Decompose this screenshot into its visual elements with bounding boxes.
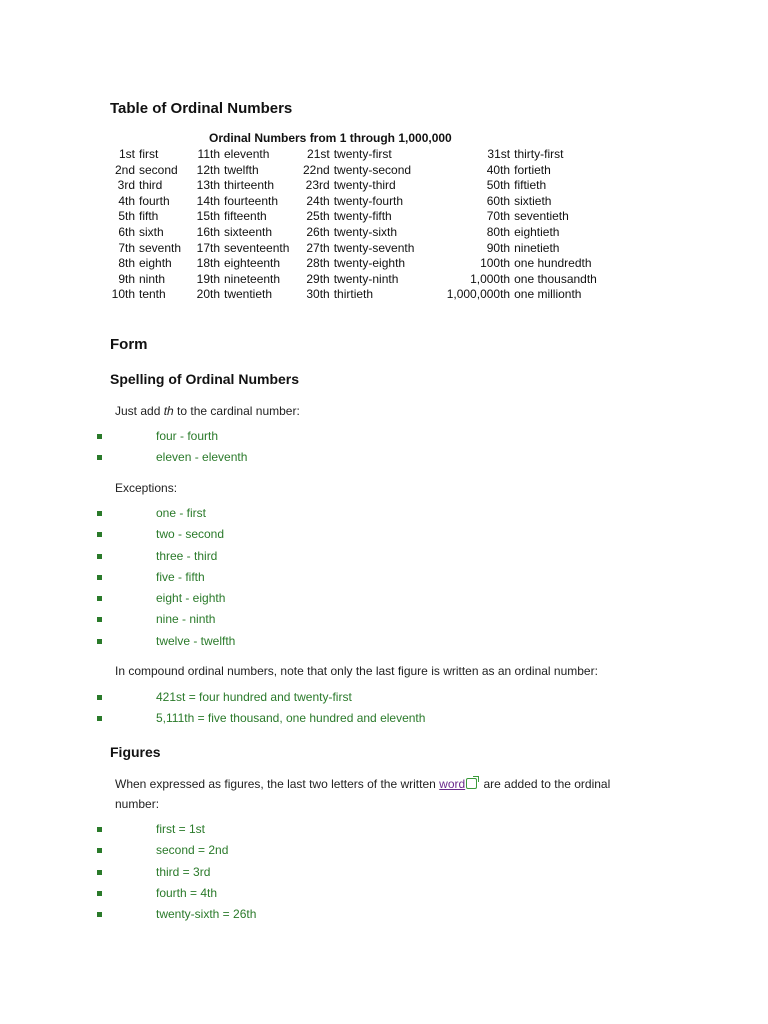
ordinal-word: eightieth — [514, 224, 560, 239]
ordinal-word: twenty-fourth — [333, 193, 404, 208]
spelling-intro — [115, 401, 675, 421]
ordinal-word: sixtieth — [514, 193, 552, 208]
ordinal-word: eighth — [139, 256, 172, 271]
table-row — [108, 225, 604, 241]
list-item-text: four - fourth — [156, 429, 219, 443]
ordinal-figure: 100th — [480, 256, 511, 271]
bullet-square-icon — [97, 532, 102, 537]
bullet-square-icon — [97, 695, 102, 700]
list-item-text: twelve - twelfth — [156, 633, 236, 648]
ordinal-word: thirteenth — [224, 178, 275, 193]
exceptions-label: Exceptions: — [115, 481, 178, 495]
bullet-square-icon — [97, 596, 102, 601]
ordinal-figure: 8th — [118, 256, 135, 271]
ordinal-word: sixteenth — [224, 224, 273, 239]
ordinal-figure: 6th — [118, 224, 135, 239]
ordinal-word: fifteenth — [224, 209, 267, 224]
ordinal-table — [108, 147, 604, 303]
list-item-text: first = 1st — [156, 822, 206, 836]
ordinal-figure: 18th — [196, 256, 220, 271]
ordinal-word: seventieth — [514, 209, 569, 224]
ordinal-word: fifth — [139, 209, 159, 224]
ordinal-figure: 70th — [486, 209, 511, 224]
ordinal-word: nineteenth — [224, 271, 281, 286]
list-item-text: two - second — [156, 527, 225, 542]
ordinal-word: twelfth — [224, 162, 259, 177]
ordinal-figure: 27th — [306, 240, 330, 255]
table-row — [108, 241, 604, 257]
table-row — [108, 163, 604, 179]
ordinal-word: twenty-third — [333, 178, 396, 193]
ordinal-word: twenty-eighth — [333, 256, 406, 271]
table-row — [108, 287, 604, 303]
intro-emphasis: th — [163, 404, 174, 418]
intro-text-end: to the cardinal number: — [173, 404, 300, 418]
bullet-square-icon — [97, 511, 102, 516]
intro-text: Just add — [115, 404, 164, 418]
ordinal-figure: 3rd — [117, 178, 135, 193]
list-item-text: five - fifth — [156, 569, 205, 584]
ordinal-figure: 9th — [118, 271, 135, 286]
page-title: Table of Ordinal Numbers — [110, 100, 293, 117]
ordinal-figure: 10th — [111, 287, 135, 302]
ordinal-figure: 25th — [306, 209, 330, 224]
ordinal-figure: 50th — [486, 178, 511, 193]
bullet-square-icon — [97, 434, 102, 439]
table-row — [108, 256, 604, 272]
list-item-text: eight - eighth — [156, 591, 226, 606]
ordinal-figure: 4th — [118, 193, 135, 208]
ordinal-word: sixth — [139, 224, 164, 239]
bullet-square-icon — [97, 912, 102, 917]
bullet-square-icon — [97, 617, 102, 622]
list-item-text: third = 3rd — [156, 864, 211, 879]
ordinal-figure: 60th — [486, 193, 511, 208]
ordinal-figure: 24th — [306, 193, 330, 208]
ordinal-word: fourteenth — [224, 193, 279, 208]
word-link[interactable]: word — [439, 777, 466, 791]
list-item-text: 421st = four hundred and twenty-first — [156, 690, 352, 704]
bullet-square-icon — [97, 716, 102, 721]
bullet-square-icon — [97, 455, 102, 460]
list-item-text: one - first — [156, 506, 207, 520]
ordinal-word: twenty-ninth — [333, 271, 399, 286]
ordinal-word: seventeenth — [224, 240, 290, 255]
ordinal-figure: 5th — [118, 209, 135, 224]
ordinal-figure: 1,000th — [470, 271, 511, 286]
ordinal-word: seventh — [139, 240, 182, 255]
table-row — [108, 178, 604, 194]
bullet-square-icon — [97, 891, 102, 896]
ordinal-word: first — [139, 147, 159, 161]
bullet-square-icon — [97, 848, 102, 853]
ordinal-word: twenty-seventh — [333, 240, 415, 255]
ordinal-figure: 40th — [486, 162, 511, 177]
ordinal-figure: 17th — [196, 240, 220, 255]
list-item-text: 5,111th = five thousand, one hundred and eleventh — [156, 711, 426, 726]
table-row — [108, 209, 604, 225]
ordinal-word: fourth — [139, 193, 170, 208]
ordinal-word: thirty-first — [514, 147, 564, 161]
ordinal-figure: 12th — [196, 162, 220, 177]
ordinal-figure: 29th — [306, 271, 330, 286]
ordinal-word: tenth — [139, 287, 166, 302]
ordinal-word: one millionth — [514, 287, 582, 302]
ordinal-word: twenty-first — [333, 147, 392, 161]
spelling-heading: Spelling of Ordinal Numbers — [110, 371, 300, 387]
table-row — [108, 272, 604, 288]
ordinal-figure: 16th — [196, 224, 220, 239]
ordinal-word: twenty-fifth — [333, 209, 392, 224]
table-row — [108, 147, 604, 163]
ordinal-word: thirtieth — [333, 287, 374, 302]
ordinal-figure: 15th — [196, 209, 220, 224]
list-item-text: three - third — [156, 548, 218, 563]
ordinal-word: twenty-sixth — [333, 224, 398, 239]
ordinal-word: twentieth — [224, 287, 273, 302]
figures-note-text: When expressed as figures, the last two letters of the written — [115, 777, 440, 791]
figures-note — [115, 774, 655, 814]
ordinal-word: second — [139, 162, 178, 177]
bullet-square-icon — [97, 575, 102, 580]
ordinal-word: twenty-second — [333, 162, 412, 177]
ordinal-word: third — [139, 178, 163, 193]
ordinal-figure: 30th — [306, 287, 330, 302]
ordinal-word: eighteenth — [224, 256, 281, 271]
ordinal-figure: 11th — [197, 147, 220, 161]
ordinal-figure: 80th — [486, 224, 511, 239]
ordinal-figure: 23rd — [305, 178, 330, 193]
figures-heading: Figures — [110, 744, 161, 760]
ordinal-word: ninetieth — [514, 240, 560, 255]
ordinal-word: fiftieth — [514, 178, 547, 193]
ordinal-figure: 21st — [307, 147, 330, 161]
ordinal-word: ninth — [139, 271, 166, 286]
ordinal-figure: 20th — [196, 287, 220, 302]
table-row — [108, 194, 604, 210]
list-item-text: fourth = 4th — [156, 885, 218, 900]
list-item-text: eleven - eleventh — [156, 450, 248, 465]
ordinal-figure: 90th — [486, 240, 511, 255]
list-item-text: twenty-sixth = 26th — [156, 907, 257, 922]
ordinal-word: eleventh — [224, 147, 270, 161]
ordinal-figure: 14th — [196, 193, 220, 208]
ordinal-figure: 2nd — [114, 162, 135, 177]
list-item-text: second = 2nd — [156, 843, 229, 858]
ordinal-figure: 28th — [306, 256, 330, 271]
ordinal-figure: 31st — [487, 147, 511, 161]
ordinal-word: one thousandth — [514, 271, 597, 286]
figures-note-text-end: are added to the ordinal number: — [115, 777, 611, 811]
table-caption: Ordinal Numbers from 1 through 1,000,000 — [209, 131, 452, 145]
compound-note: In compound ordinal numbers, note that only the last figure is written as an ordinal number: — [115, 664, 598, 678]
external-link-icon — [466, 778, 477, 789]
ordinal-figure: 1st — [118, 147, 135, 161]
ordinal-figure: 13th — [196, 178, 220, 193]
list-item-text: nine - ninth — [156, 612, 216, 627]
ordinal-figure: 26th — [306, 224, 330, 239]
bullet-square-icon — [97, 827, 102, 832]
bullet-square-icon — [97, 870, 102, 875]
ordinal-word: one hundredth — [514, 256, 592, 271]
ordinal-figure: 1,000,000th — [446, 287, 511, 302]
ordinal-figure: 22nd — [303, 162, 330, 177]
ordinal-word: fortieth — [514, 162, 551, 177]
form-heading: Form — [110, 336, 148, 353]
ordinal-figure: 7th — [118, 240, 135, 255]
bullet-square-icon — [97, 554, 102, 559]
ordinal-figure: 19th — [196, 271, 220, 286]
bullet-square-icon — [97, 639, 102, 644]
